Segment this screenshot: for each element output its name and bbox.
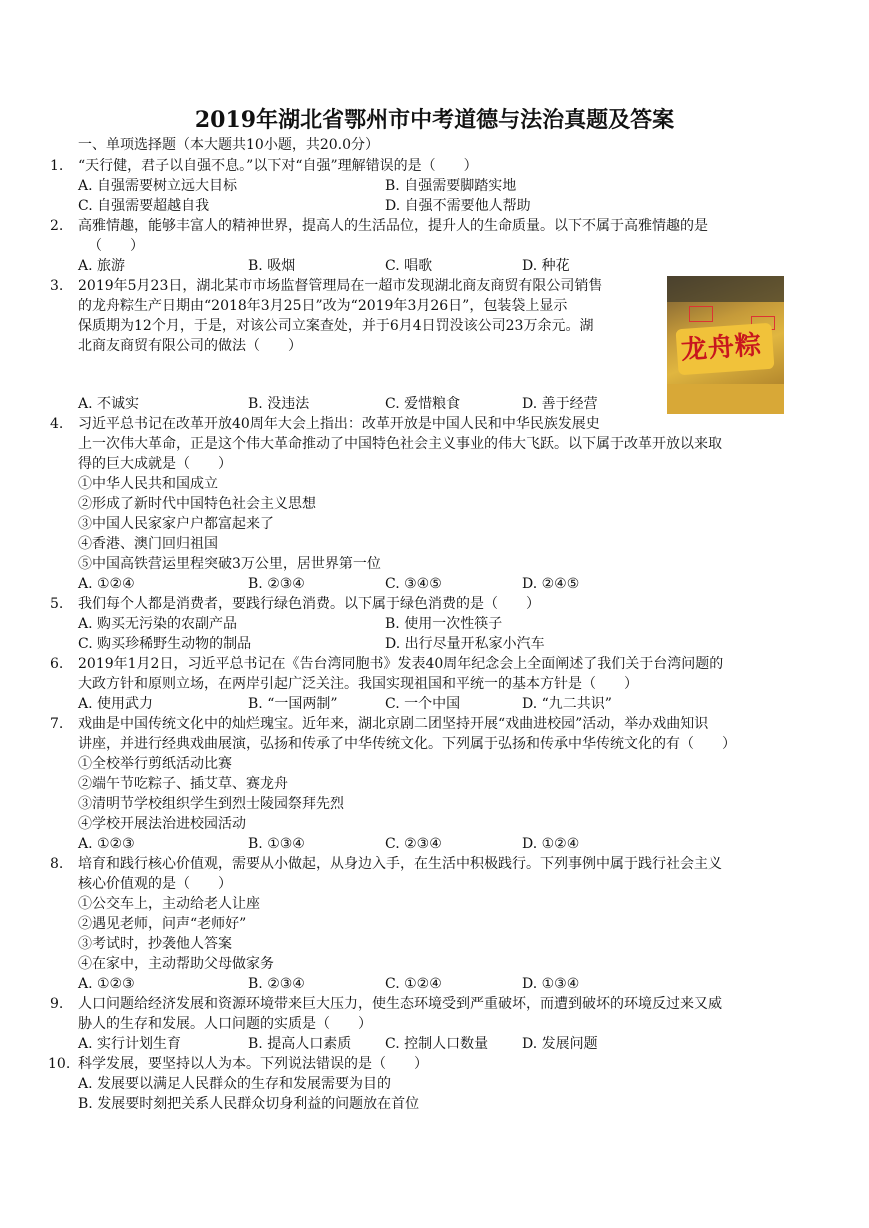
- question-number: 9.: [50, 996, 64, 1012]
- question-number: 5.: [50, 596, 64, 612]
- statement-5: ⑤中国高铁营运里程突破3万公里，居世界第一位: [78, 556, 381, 572]
- option-a[interactable]: A. 旅游: [78, 258, 126, 274]
- option-c[interactable]: C. 购买珍稀野生动物的制品: [78, 636, 252, 652]
- option-b[interactable]: B. “一国两制”: [248, 696, 338, 712]
- statement-1: ①中华人民共和国成立: [78, 476, 218, 492]
- question-text: 科学发展，要坚持以人为本。下列说法错误的是（ ）: [78, 1056, 428, 1072]
- question-number: 1.: [50, 158, 64, 174]
- question-text: 保质期为12个月，于是，对该公司立案查处，并于6月4日罚没该公司23万余元。湖: [78, 318, 594, 334]
- option-d[interactable]: D. 自强不需要他人帮助: [385, 198, 531, 214]
- statement-4: ④香港、澳门回归祖国: [78, 536, 218, 552]
- option-b[interactable]: B. 自强需要脚踏实地: [385, 178, 517, 194]
- question-number: 4.: [50, 416, 64, 432]
- question-text: 大政方针和原则立场，在两岸引起广泛关注。我国实现祖国和平统一的基本方针是（ ）: [78, 676, 638, 692]
- statement-4: ④在家中，主动帮助父母做家务: [78, 956, 274, 972]
- question-text: 的龙舟粽生产日期由“2018年3月25日”改为“2019年3月26日”，包装袋上显示: [78, 298, 568, 314]
- option-a[interactable]: A. ①②④: [78, 576, 135, 592]
- option-d[interactable]: D. “九二共识”: [522, 696, 612, 712]
- option-c[interactable]: C. 自强需要超越自我: [78, 198, 210, 214]
- option-a[interactable]: A. 实行计划生育: [78, 1036, 182, 1052]
- option-b[interactable]: B. 没违法: [248, 396, 310, 412]
- question-text: 我们每个人都是消费者，要践行绿色消费。以下属于绿色消费的是（ ）: [78, 596, 540, 612]
- product-photo: [667, 276, 784, 414]
- statement-3: ③中国人民家家户户都富起来了: [78, 516, 274, 532]
- option-a[interactable]: A. 不诚实: [78, 396, 140, 412]
- question-text: 讲座，并进行经典戏曲展演，弘扬和传承了中华传统文化。下列属于弘扬和传承中华传统文化的有（ ）: [78, 736, 736, 752]
- question-text: 胁人的生存和发展。人口问题的实质是（ ）: [78, 1016, 372, 1032]
- question-number: 10.: [48, 1056, 71, 1072]
- option-c[interactable]: C. ②③④: [385, 836, 442, 852]
- option-c[interactable]: C. 唱歌: [385, 258, 433, 274]
- question-text: （ ）: [88, 238, 144, 254]
- option-a[interactable]: A. 发展要以满足人民群众的生存和发展需要为目的: [78, 1076, 392, 1092]
- option-b[interactable]: B. 发展要时刻把关系人民群众切身利益的问题放在首位: [78, 1096, 420, 1112]
- option-d[interactable]: D. ①②④: [522, 836, 580, 852]
- option-b[interactable]: B. ②③④: [248, 576, 305, 592]
- option-a[interactable]: A. 购买无污染的农副产品: [78, 616, 238, 632]
- question-text: “天行健，君子以自强不息。”以下对“自强”理解错误的是（ ）: [78, 158, 478, 174]
- option-d[interactable]: D. 发展问题: [522, 1036, 598, 1052]
- question-number: 2.: [50, 218, 64, 234]
- question-text: 2019年1月2日，习近平总书记在《告台湾同胞书》发表40周年纪念会上全面阐述了我们关于台湾问题的: [78, 656, 724, 672]
- option-d[interactable]: D. 种花: [522, 258, 570, 274]
- option-b[interactable]: B. 使用一次性筷子: [385, 616, 503, 632]
- option-b[interactable]: B. ②③④: [248, 976, 305, 992]
- option-c[interactable]: C. 爱惜粮食: [385, 396, 461, 412]
- question-number: 6.: [50, 656, 64, 672]
- statement-1: ①全校举行剪纸活动比赛: [78, 756, 232, 772]
- question-text: 2019年5月23日，湖北某市市场监督管理局在一超市发现湖北商友商贸有限公司销售: [78, 278, 603, 294]
- question-number: 3.: [50, 278, 64, 294]
- product-label: 龙舟粽: [680, 330, 763, 366]
- statement-2: ②形成了新时代中国特色社会主义思想: [78, 496, 316, 512]
- question-text: 戏曲是中国传统文化中的灿烂瑰宝。近年来，湖北京剧二团坚持开展“戏曲进校园”活动，举办戏曲知识: [78, 716, 709, 732]
- option-c[interactable]: C. ③④⑤: [385, 576, 442, 592]
- page-title: 2019年湖北省鄂州市中考道德与法治真题及答案: [194, 107, 675, 133]
- option-c[interactable]: C. 控制人口数量: [385, 1036, 489, 1052]
- statement-2: ②遇见老师，问声“老师好”: [78, 916, 247, 932]
- statement-3: ③考试时，抄袭他人答案: [78, 936, 232, 952]
- option-b[interactable]: B. 吸烟: [248, 258, 296, 274]
- question-text: 人口问题给经济发展和资源环境带来巨大压力，使生态环境受到严重破坏，而遭到破坏的环境反过来又威: [78, 996, 722, 1012]
- option-d[interactable]: D. ②④⑤: [522, 576, 580, 592]
- statement-2: ②端午节吃粽子、插艾草、赛龙舟: [78, 776, 288, 792]
- statement-1: ①公交车上，主动给老人让座: [78, 896, 260, 912]
- question-text: 习近平总书记在改革开放40周年大会上指出：改革开放是中国人民和中华民族发展史: [78, 416, 600, 432]
- option-a[interactable]: A. ①②③: [78, 836, 135, 852]
- question-number: 7.: [50, 716, 64, 732]
- section-heading: 一、单项选择题（本大题共10小题，共20.0分）: [78, 137, 379, 153]
- question-text: 核心价值观的是（ ）: [78, 876, 232, 892]
- question-text: 北商友商贸有限公司的做法（ ）: [78, 338, 302, 354]
- question-text: 上一次伟大革命，正是这个伟大革命推动了中国特色社会主义事业的伟大飞跃。以下属于改革开放以来取: [78, 436, 722, 452]
- option-d[interactable]: D. 善于经营: [522, 396, 598, 412]
- statement-4: ④学校开展法治进校园活动: [78, 816, 246, 832]
- option-c[interactable]: C. ①②④: [385, 976, 442, 992]
- option-a[interactable]: A. 使用武力: [78, 696, 154, 712]
- option-c[interactable]: C. 一个中国: [385, 696, 461, 712]
- option-a[interactable]: A. ①②③: [78, 976, 135, 992]
- statement-3: ③清明节学校组织学生到烈士陵园祭拜先烈: [78, 796, 344, 812]
- question-text: 高雅情趣，能够丰富人的精神世界，提高人的生活品位，提升人的生命质量。以下不属于高雅情趣的是: [78, 218, 708, 234]
- question-number: 8.: [50, 856, 64, 872]
- option-d[interactable]: D. ①③④: [522, 976, 580, 992]
- question-text: 得的巨大成就是（ ）: [78, 456, 232, 472]
- option-b[interactable]: B. 提高人口素质: [248, 1036, 352, 1052]
- option-b[interactable]: B. ①③④: [248, 836, 305, 852]
- option-d[interactable]: D. 出行尽量开私家小汽车: [385, 636, 545, 652]
- question-text: 培育和践行核心价值观，需要从小做起，从身边入手，在生活中积极践行。下列事例中属于践行社会主义: [78, 856, 722, 872]
- option-a[interactable]: A. 自强需要树立远大目标: [78, 178, 238, 194]
